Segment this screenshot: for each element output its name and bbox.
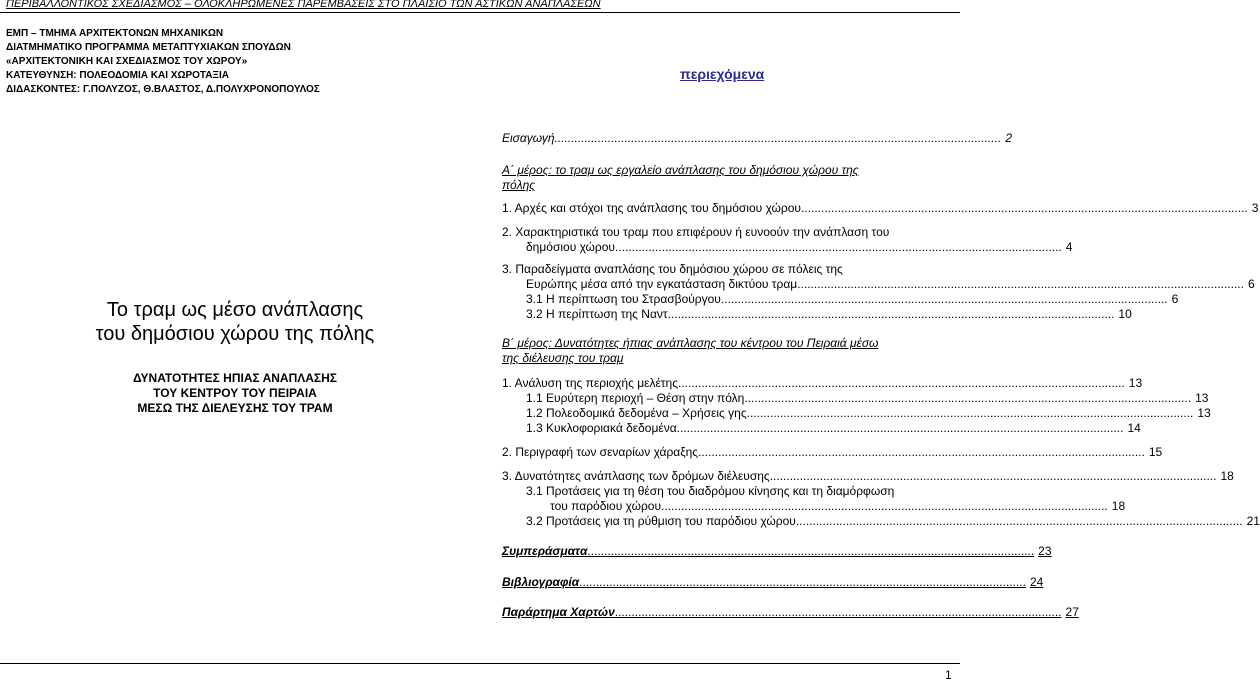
toc-leader: ...................................................................................................................................... [797,277,1244,291]
toc-entry-label: 3. Δυνατότητες ανάπλασης των δρόμων διέλευσης [502,469,770,483]
header-line: ΔΙΑΤΜΗΜΑΤΙΚΟ ΠΡΟΓΡΑΜΜΑ ΜΕΤΑΠΤΥΧΙΑΚΩΝ ΣΠΟΥΔΩΝ [6,42,291,53]
subtitle-line: ΔΥΝΑΤΟΤΗΤΕΣ ΗΠΙΑΣ ΑΝΑΠΛΑΣΗΣ [132,371,337,385]
toc-leader: ...................................................................................................................................... [795,514,1243,528]
toc-page-number: 21 [1246,514,1260,528]
institution-header [6,27,320,97]
subtitle-line: ΤΟΥ ΚΕΝΤΡΟΥ ΤΟΥ ΠΕΙΡΑΙΑ [153,386,317,400]
toc-entry-label: Βιβλιογραφία [502,575,580,589]
header-line: ΔΙΔΑΣΚΟΝΤΕΣ: Γ.ΠΟΛΥΖΟΣ, Θ.ΒΛΑΣΤΟΣ, Δ.ΠΟΛΥΧΡΟΝΟΠΟΥΛΟΣ [6,84,320,95]
toc-page-number: 23 [1038,544,1052,558]
toc-entry-label: 3.1 Η περίπτωση του Στρασβούργου [526,292,721,306]
toc-page-number: 14 [1127,421,1141,435]
toc-page-number: 10 [1118,307,1132,321]
toc-leader: ...................................................................................................................................... [661,499,1108,513]
toc-entry-label: Εισαγωγή [502,131,555,145]
toc-page-number: 3 [1251,201,1259,215]
toc-entry-label: του παρόδιου χώρου [550,499,662,513]
toc-page-number: 27 [1065,605,1079,619]
toc-entry-b32[interactable] [526,514,1260,528]
toc-entry-a3-line1: 3. Παραδείγματα αναπλάσης του δημόσιου χώρου σε πόλεις της [502,262,843,276]
toc-entry-label: 1.3 Κυκλοφοριακά δεδομένα [526,421,677,435]
running-header [0,0,960,10]
toc-page-number: 24 [1029,575,1044,589]
toc-page-number: 2 [1005,131,1012,145]
toc-part-a-heading[interactable] [502,163,958,193]
document-title [35,298,435,346]
toc-entry-b12[interactable] [526,406,1211,420]
toc-entry-b31-line1: 3.1 Προτάσεις για τη θέση του διαδρόμου κίνησης και τη διαμόρφωση [526,484,895,498]
toc-leader: ...................................................................................................................................... [587,544,1035,558]
toc-page-number: 13 [1195,391,1209,405]
toc-entry-label: 1.1 Ευρύτερη περιοχή – Θέση στην πόλη [526,391,745,405]
toc-page-number: 4 [1065,240,1073,254]
header-line: ΚΑΤΕΥΘΥΝΣΗ: ΠΟΛΕΟΔΟΜΙΑ ΚΑΙ ΧΩΡΟΤΑΞΙΑ [6,70,229,81]
toc-entry-a1[interactable] [502,201,1259,215]
contents-heading: περιεχόμενα [680,66,765,82]
toc-entry-label: 1. Ανάλυση της περιοχής μελέτης [502,376,678,390]
toc-leader: ...................................................................................................................................... [678,376,1125,390]
header-line: ΕΜΠ – ΤΜΗΜΑ ΑΡΧΙΤΕΚΤΟΝΩΝ ΜΗΧΑΝΙΚΩΝ [6,28,224,39]
part-heading-line: πόλης [502,178,536,192]
document-subtitle [35,371,435,416]
toc-entry-a3[interactable] [526,277,1255,291]
toc-page-number: 18 [1111,499,1126,513]
toc-entry-label: Συμπεράσματα [502,544,588,558]
toc-entry-a2-line1: 2. Χαρακτηριστικά του τραμ που επιφέρουν ή ευνοούν την ανάπλαση του [502,225,890,239]
running-header-text: ΠΕΡΙΒΑΛΛΟΝΤΙΚΟΣ ΣΧΕΔΙΑΣΜΟΣ – ΟΛΟΚΛΗΡΩΜΕΝΕΣ ΠΑΡΕΜΒΑΣΕΙΣ ΣΤΟ ΠΛΑΙΣΙΟ ΤΩΝ ΑΣΤΙΚΩΝ ΑΝΑΠΛΑΣΕΩΝ [6,0,601,10]
title-line: Το τραμ ως μέσο ανάπλασης [106,299,364,321]
toc-entry-label: 2. Περιγραφή των σεναρίων χάραξης [502,445,699,459]
toc-entry-label: 3.2 Η περίπτωση της Ναντ [526,307,668,321]
header-divider [0,12,960,13]
toc-page-number: 6 [1247,277,1255,291]
footer-divider [0,663,960,664]
toc-leader: ...................................................................................................................................... [579,575,1026,589]
toc-leader: ...................................................................................................................................... [676,421,1124,435]
part-heading-line: της διέλευσης του τραμ [502,351,624,365]
toc-entry-b3[interactable] [502,469,1234,483]
toc-entry-bibliography[interactable] [502,575,1044,589]
toc-entry-label: Παράρτημα Χαρτών [502,605,615,619]
toc-entry-conclusions[interactable] [502,544,1052,558]
toc-page-number: 13 [1197,406,1211,420]
toc-page-number: 15 [1148,445,1163,459]
toc-entry-b13[interactable] [526,421,1141,435]
toc-leader: ...................................................................................................................................... [554,131,1002,145]
toc-leader: ...................................................................................................................................... [746,406,1194,420]
subtitle-line: ΜΕΣΩ ΤΗΣ ΔΙΕΛΕΥΣΗΣ ΤΟΥ ΤΡΑΜ [137,401,333,415]
toc-leader: ...................................................................................................................................... [615,240,1062,254]
toc-entry-a32[interactable] [526,307,1132,321]
toc-entry-b1[interactable] [502,376,1143,390]
toc-leader: ...................................................................................................................................... [801,201,1248,215]
page-number: 1 [945,668,952,682]
toc-entry-a31[interactable] [526,292,1179,306]
toc-part-b-heading[interactable] [502,336,958,366]
toc-page-number: 18 [1220,469,1234,483]
toc-leader: ...................................................................................................................................... [698,445,1145,459]
toc-page-number: 6 [1171,292,1179,306]
toc-entry-label: 1.2 Πολεοδομικά δεδομένα – Χρήσεις γης [526,406,747,420]
title-line: του δημόσιου χώρου της πόλης [95,323,375,345]
toc-entry-label: 1. Αρχές και στόχοι της ανάπλασης του δημόσιου χώρου [502,201,801,215]
toc-leader: ...................................................................................................................................... [720,292,1168,306]
toc-entry-b11[interactable] [526,391,1209,405]
toc-entry-a2[interactable] [526,240,1073,254]
toc-entry-label: δημόσιου χώρου [526,240,615,254]
part-heading-line: Α΄ μέρος: το τραμ ως εργαλείο ανάπλασης του δημόσιου χώρου της [502,163,859,177]
toc-entry-b2[interactable] [502,445,1163,459]
toc-entry-label: 3.2 Προτάσεις για τη ρύθμιση του παρόδιου χώρου [526,514,796,528]
toc-leader: ...................................................................................................................................... [744,391,1192,405]
toc-entry-b31[interactable] [550,499,1126,513]
toc-page-number: 13 [1128,376,1143,390]
toc-entry-maps[interactable] [502,605,1079,619]
header-line: «ΑΡΧΙΤΕΚΤΟΝΙΚΗ ΚΑΙ ΣΧΕΔΙΑΣΜΟΣ ΤΟΥ ΧΩΡΟΥ» [6,56,248,67]
toc-entry-label: Ευρώπης μέσα από την εγκατάσταση δικτύου τραμ [526,277,798,291]
part-heading-line: Β΄ μέρος: Δυνατότητες ήπιας ανάπλασης του κέντρου του Πειραιά μέσω [502,336,879,350]
toc-leader: ...................................................................................................................................... [614,605,1062,619]
toc-leader: ...................................................................................................................................... [769,469,1217,483]
toc-entry-intro[interactable] [502,131,1012,145]
toc-leader: ...................................................................................................................................... [667,307,1115,321]
